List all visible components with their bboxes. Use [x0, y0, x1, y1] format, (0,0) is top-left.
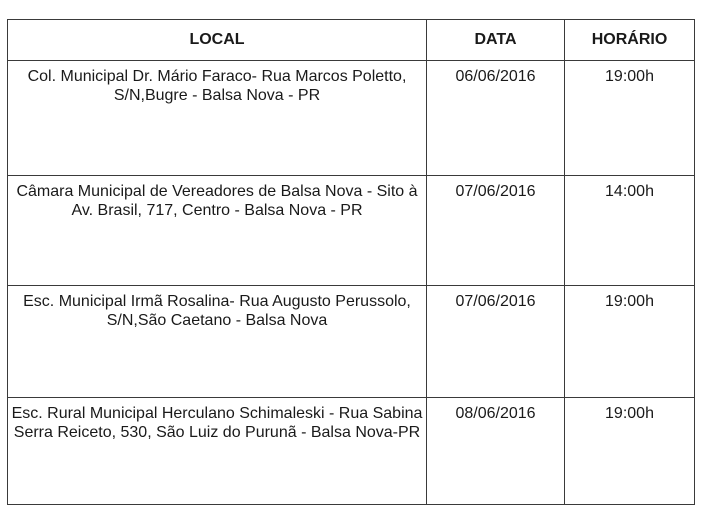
cell-date: 07/06/2016 — [427, 176, 565, 286]
cell-time: 19:00h — [565, 398, 695, 505]
cell-time: 19:00h — [565, 61, 695, 176]
table-row — [8, 286, 695, 398]
header-horario: HORÁRIO — [565, 20, 695, 61]
header-local: LOCAL — [8, 20, 427, 61]
cell-local: Esc. Municipal Irmã Rosalina- Rua Augusto Perussolo, S/N,São Caetano - Balsa Nova — [8, 286, 427, 398]
cell-time: 19:00h — [565, 286, 695, 398]
cell-local: Câmara Municipal de Vereadores de Balsa Nova - Sito à Av. Brasil, 717, Centro - Balsa Nova - PR — [8, 176, 427, 286]
cell-date: 08/06/2016 — [427, 398, 565, 505]
table-row — [8, 61, 695, 176]
cell-local: Col. Municipal Dr. Mário Faraco- Rua Marcos Poletto, S/N,Bugre - Balsa Nova - PR — [8, 61, 427, 176]
schedule-table — [7, 19, 695, 505]
table-row — [8, 398, 695, 505]
header-data: DATA — [427, 20, 565, 61]
cell-date: 06/06/2016 — [427, 61, 565, 176]
header-row — [8, 20, 695, 61]
cell-time: 14:00h — [565, 176, 695, 286]
cell-local: Esc. Rural Municipal Herculano Schimaleski - Rua Sabina Serra Reiceto, 530, São Luiz do Purunã - Balsa Nova-PR — [8, 398, 427, 505]
cell-date: 07/06/2016 — [427, 286, 565, 398]
table-row — [8, 176, 695, 286]
